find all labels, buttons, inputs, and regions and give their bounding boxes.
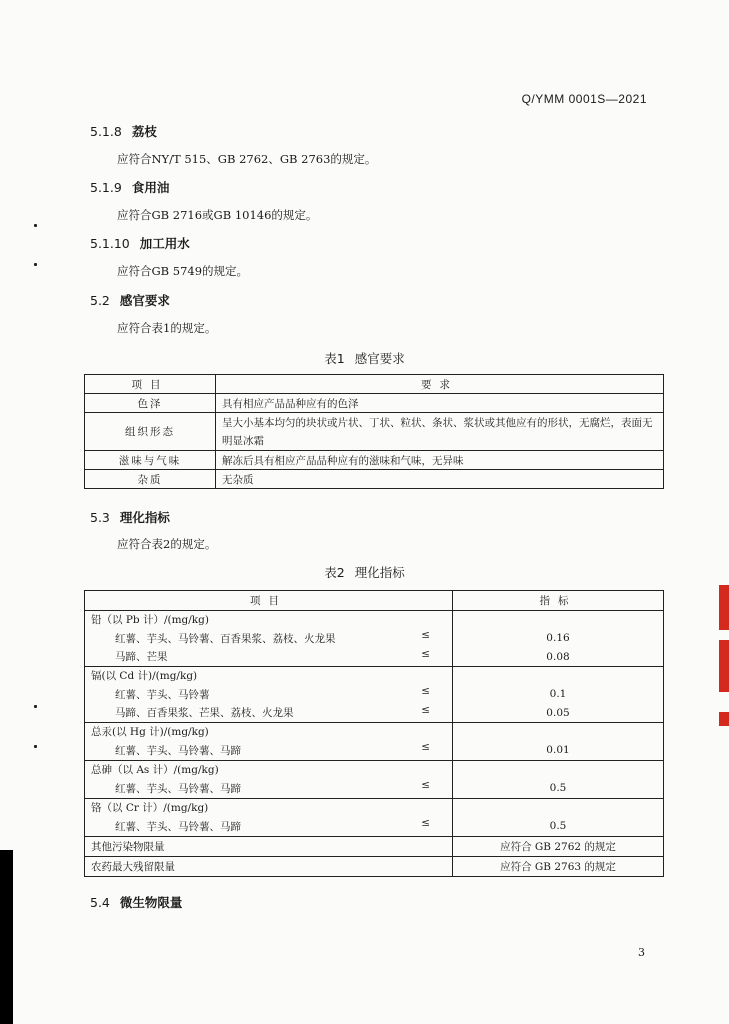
pesticide-residue-label: 农药最大残留限量 — [85, 857, 453, 877]
section-5-1-8-text: 应符合NY/T 515、GB 2762、GB 2763的规定。 — [117, 152, 377, 166]
less-equal-sign: ≤ — [421, 778, 430, 791]
table-row — [85, 470, 664, 489]
table-row — [85, 648, 664, 667]
scan-mark — [34, 745, 37, 748]
contaminant-name: 铅（以 Pb 计）/(mg/kg) — [85, 611, 453, 629]
red-seal-fragment — [719, 712, 729, 726]
red-seal-fragment — [719, 585, 729, 630]
table-2-caption — [0, 563, 729, 581]
limit-value: 0.1 — [453, 685, 664, 704]
food-list: 马蹄、百香果浆、芒果、荔枝、火龙果 — [115, 707, 294, 720]
scan-edge-bar — [0, 850, 13, 1024]
limit-value: 0.5 — [453, 779, 664, 799]
table-row — [85, 394, 664, 413]
table-row — [85, 704, 664, 723]
caption-number: 表1 — [324, 351, 345, 366]
row-requirement: 具有相应产品品种应有的色泽 — [216, 394, 664, 413]
limit-value: 0.16 — [453, 629, 664, 648]
column-header-item: 项目 — [85, 591, 453, 611]
other-contaminants-label: 其他污染物限量 — [85, 837, 453, 857]
caption-title: 理化指标 — [354, 565, 405, 580]
less-equal-sign: ≤ — [421, 816, 430, 829]
section-title: 感官要求 — [119, 293, 170, 308]
column-header-indicator: 指标 — [453, 591, 664, 611]
table-row — [85, 817, 664, 837]
row-requirement: 呈大小基本均匀的块状或片状、丁状、粒状、条状、浆状或其他应有的形状，无腐烂，表面无明显冰霜 — [216, 413, 664, 451]
scan-mark — [34, 263, 37, 266]
section-title: 理化指标 — [119, 510, 170, 525]
less-equal-sign: ≤ — [421, 740, 430, 753]
section-title: 加工用水 — [139, 236, 190, 251]
other-contaminants-value: 应符合 GB 2762 的规定 — [453, 837, 664, 857]
table-row — [85, 741, 664, 761]
section-5-2-text: 应符合表1的规定。 — [117, 321, 217, 335]
table-row — [85, 761, 664, 779]
table-row — [85, 857, 664, 877]
section-number: 5.1.8 — [90, 124, 122, 139]
section-number: 5.4 — [90, 895, 110, 910]
section-number: 5.2 — [90, 293, 110, 308]
food-list: 红薯、芋头、马铃薯、百香果浆、荔枝、火龙果 — [115, 632, 336, 645]
section-5-1-10-text: 应符合GB 5749的规定。 — [117, 264, 249, 278]
limit-value: 0.05 — [453, 704, 664, 723]
less-equal-sign: ≤ — [421, 684, 430, 697]
section-5-3-heading — [90, 508, 170, 526]
red-seal-fragment — [719, 640, 729, 692]
section-5-2-heading — [90, 291, 170, 309]
less-equal-sign: ≤ — [421, 628, 430, 641]
contaminant-name: 总砷（以 As 计）/(mg/kg) — [85, 761, 453, 779]
page-number: 3 — [638, 946, 645, 959]
section-title: 食用油 — [131, 180, 170, 195]
limit-value: 0.01 — [453, 741, 664, 761]
section-5-1-9-text: 应符合GB 2716或GB 10146的规定。 — [117, 208, 318, 222]
table-row — [85, 723, 664, 741]
row-requirement: 无杂质 — [216, 470, 664, 489]
column-header-item: 项目 — [85, 375, 216, 394]
section-5-1-9-heading — [90, 178, 169, 196]
section-title: 微生物限量 — [119, 895, 183, 910]
table-header-row — [85, 375, 664, 394]
section-5-4-heading — [90, 893, 182, 911]
scan-mark — [34, 705, 37, 708]
scan-mark — [34, 224, 37, 227]
table-1-caption — [0, 349, 729, 367]
food-list: 马蹄、芒果 — [115, 651, 168, 664]
caption-title: 感官要求 — [354, 351, 405, 366]
row-item: 杂质 — [85, 470, 216, 489]
food-list: 红薯、芋头、马铃薯、马蹄 — [115, 744, 241, 757]
row-requirement: 解冻后具有相应产品品种应有的滋味和气味，无异味 — [216, 451, 664, 470]
section-number: 5.1.9 — [90, 180, 122, 195]
less-equal-sign: ≤ — [421, 703, 430, 716]
less-equal-sign: ≤ — [421, 647, 430, 660]
caption-number: 表2 — [324, 565, 345, 580]
table-row — [85, 667, 664, 685]
physicochemical-indicators-table — [84, 590, 664, 877]
limit-value: 0.5 — [453, 817, 664, 837]
food-list: 红薯、芋头、马铃薯、马蹄 — [115, 782, 241, 795]
food-list: 红薯、芋头、马铃薯 — [115, 688, 210, 701]
table-row — [85, 779, 664, 799]
table-row — [85, 413, 664, 451]
document-number: Q/YMM 0001S—2021 — [521, 92, 647, 106]
table-row — [85, 451, 664, 470]
row-item: 组织形态 — [85, 413, 216, 451]
section-number: 5.1.10 — [90, 236, 130, 251]
section-5-3-text: 应符合表2的规定。 — [117, 537, 217, 551]
contaminant-name: 铬（以 Cr 计）/(mg/kg) — [85, 799, 453, 817]
table-row — [85, 799, 664, 817]
table-header-row — [85, 591, 664, 611]
table-row — [85, 837, 664, 857]
sensory-requirements-table — [84, 374, 664, 489]
row-item: 滋味与气味 — [85, 451, 216, 470]
section-5-1-10-heading — [90, 234, 190, 252]
contaminant-name: 镉(以 Cd 计)/(mg/kg) — [85, 667, 453, 685]
table-row — [85, 685, 664, 704]
table-row — [85, 611, 664, 629]
row-item: 色泽 — [85, 394, 216, 413]
limit-value: 0.08 — [453, 648, 664, 667]
section-number: 5.3 — [90, 510, 110, 525]
section-5-1-8-heading — [90, 122, 157, 140]
pesticide-residue-value: 应符合 GB 2763 的规定 — [453, 857, 664, 877]
section-title: 荔枝 — [131, 124, 157, 139]
column-header-requirement: 要求 — [216, 375, 664, 394]
contaminant-name: 总汞(以 Hg 计)/(mg/kg) — [85, 723, 453, 741]
food-list: 红薯、芋头、马铃薯、马蹄 — [115, 820, 241, 833]
table-row — [85, 629, 664, 648]
